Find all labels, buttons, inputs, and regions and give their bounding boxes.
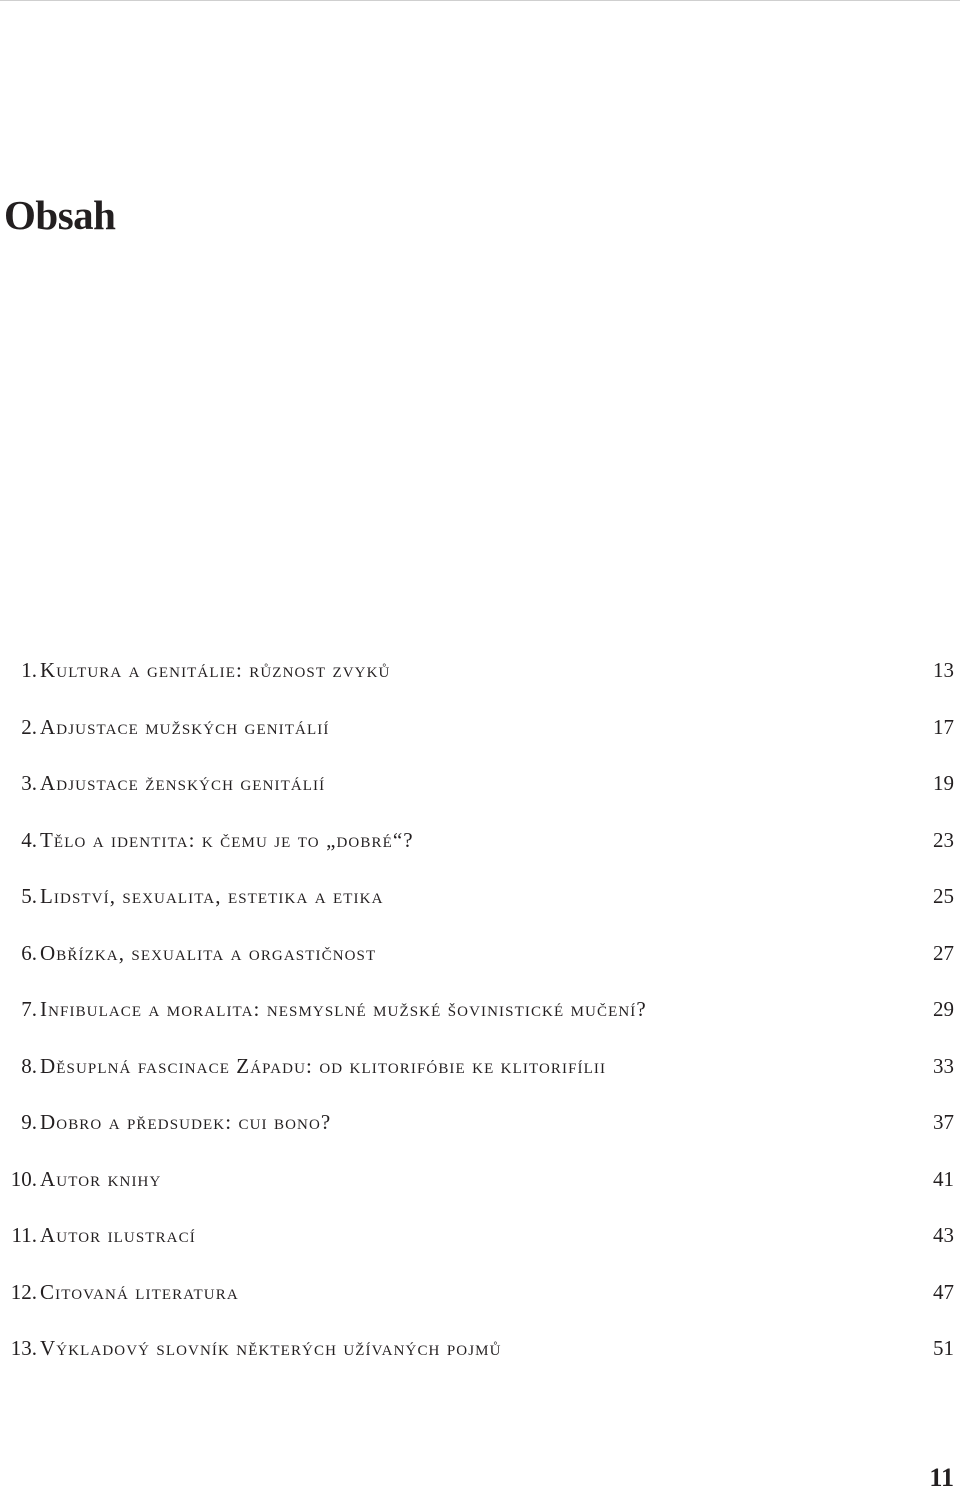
toc-entry-title: Autor ilustrací	[40, 1223, 196, 1247]
toc-entry-number: 12.	[10, 1279, 37, 1304]
toc-entry-number: 3.	[21, 771, 37, 795]
toc-entry-page: 37	[933, 1110, 954, 1134]
toc-entry-title: Lidství, sexualita, estetika a etika	[40, 884, 384, 908]
toc-entry-number: 13.	[10, 1336, 37, 1360]
toc-entry-title: Tělo a identita: k čemu je to „dobré“?	[40, 827, 414, 852]
toc-entry-page: 29	[933, 997, 954, 1021]
toc-entry-number: 7.	[21, 997, 37, 1021]
toc-entry-page: 41	[933, 1166, 954, 1191]
toc-entry-title: Infibulace a moralita: nesmyslné mužské šovinistické mučení?	[40, 997, 647, 1021]
toc-entry-title: Obřízka, sexualita a orgastičnost	[40, 940, 377, 965]
toc-entry[interactable]	[0, 814, 960, 871]
toc-entry-page: 25	[933, 884, 954, 908]
toc-entry[interactable]	[0, 701, 960, 758]
toc-entry-page: 33	[933, 1053, 954, 1078]
toc-entry-title: Dobro a předsudek: cui bono?	[40, 1110, 332, 1134]
toc-entry-number: 9.	[21, 1110, 37, 1134]
page-title: Obsah	[4, 192, 116, 238]
toc-entry-number: 11.	[11, 1223, 37, 1247]
table-of-contents	[0, 644, 960, 1379]
toc-entry-page: 13	[933, 658, 954, 682]
toc-entry[interactable]	[0, 1322, 960, 1379]
toc-entry-page: 27	[933, 940, 954, 965]
toc-entry[interactable]	[0, 983, 960, 1040]
toc-entry[interactable]	[0, 1096, 960, 1153]
toc-entry-title: Adjustace ženských genitálií	[40, 771, 326, 795]
toc-entry-page: 47	[933, 1279, 954, 1304]
toc-entry-title: Autor knihy	[40, 1166, 162, 1191]
toc-entry[interactable]	[0, 870, 960, 927]
toc-entry[interactable]	[0, 1040, 960, 1097]
toc-entry[interactable]	[0, 927, 960, 984]
toc-entry-page: 19	[933, 771, 954, 795]
toc-entry-number: 2.	[21, 714, 37, 739]
toc-entry-page: 43	[933, 1223, 954, 1247]
toc-entry[interactable]	[0, 1209, 960, 1266]
toc-entry[interactable]	[0, 1266, 960, 1323]
toc-entry[interactable]	[0, 644, 960, 701]
toc-entry-page: 17	[933, 714, 954, 739]
toc-entry-title: Děsuplná fascinace Západu: od klitorifóbie ke klitorifílii	[40, 1053, 607, 1078]
toc-entry-number: 8.	[21, 1053, 37, 1078]
toc-entry-title: Citovaná literatura	[40, 1279, 239, 1304]
page-number: 11	[929, 1463, 954, 1492]
toc-entry-number: 1.	[21, 658, 37, 682]
toc-entry-page: 23	[933, 827, 954, 852]
toc-entry-page: 51	[933, 1336, 954, 1360]
toc-entry-number: 5.	[21, 884, 37, 908]
toc-entry-title: Výkladový slovník některých užívaných pojmů	[40, 1336, 502, 1360]
top-rule	[0, 0, 960, 5]
toc-entry-number: 6.	[21, 940, 37, 965]
toc-entry-title: Adjustace mužských genitálií	[40, 714, 330, 739]
toc-entry-title: Kultura a genitálie: různost zvyků	[40, 658, 391, 682]
toc-entry[interactable]	[0, 1153, 960, 1210]
toc-entry-number: 10.	[10, 1166, 37, 1191]
toc-entry-number: 4.	[21, 827, 37, 852]
toc-entry[interactable]	[0, 757, 960, 814]
